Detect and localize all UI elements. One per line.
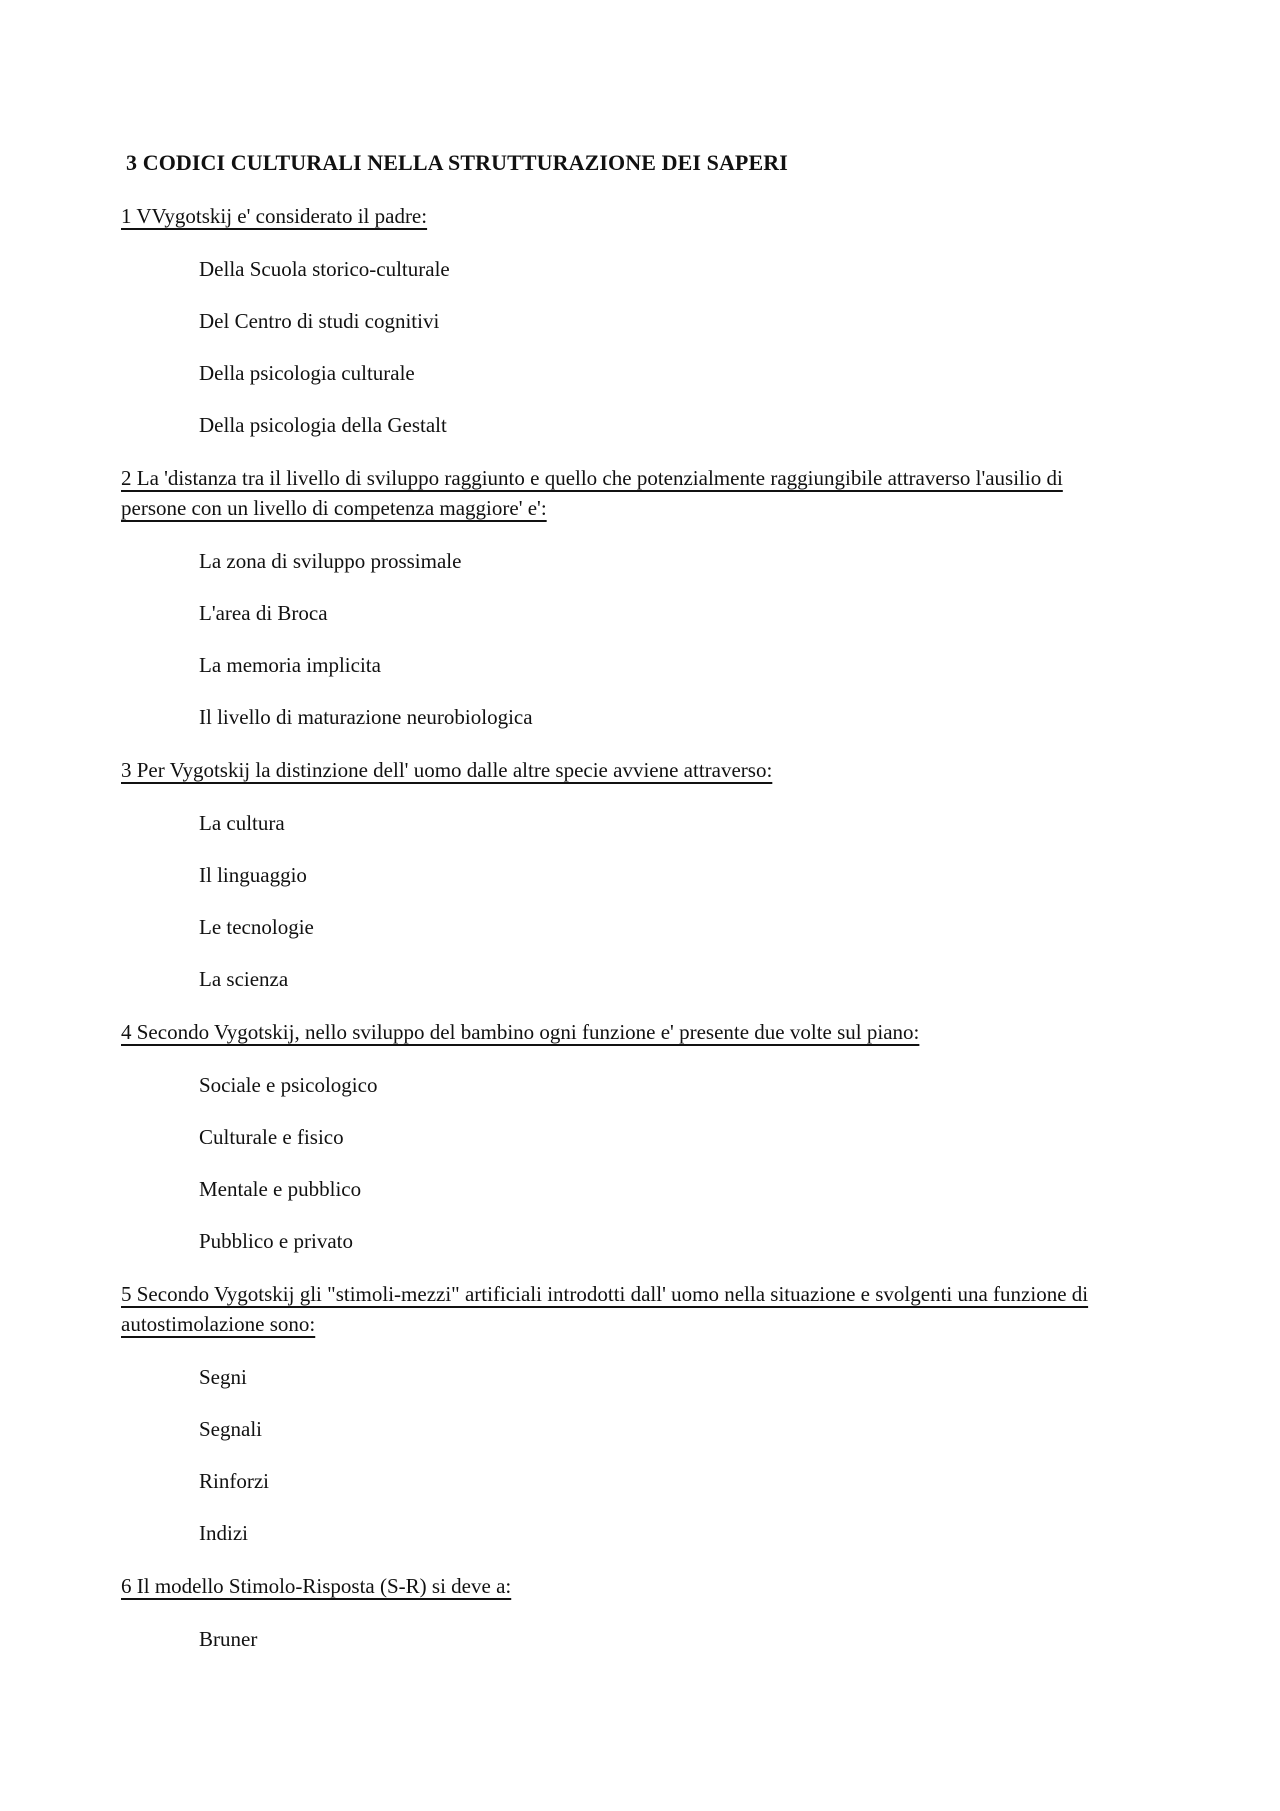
answer-option: La scienza [199,967,289,991]
question-list [121,201,1121,1653]
answer-option: Segnali [199,1417,262,1441]
question-6 [121,1571,1121,1601]
answer-list [121,1071,1121,1255]
answer-option: Culturale e fisico [199,1125,344,1149]
question-block-3 [121,755,1121,993]
question-block-6 [121,1571,1121,1653]
answer-option: Della psicologia culturale [199,361,415,385]
question-text: 2 La 'distanza tra il livello di sviluppo raggiunto e quello che potenzialmente raggiungibile attraverso l'ausilio di persone con un livello di competenza maggiore' e': [121,466,1063,520]
question-block-4 [121,1017,1121,1255]
answer-option: Indizi [199,1521,248,1545]
answer-list [121,1625,1121,1653]
answer-option: Della psicologia della Gestalt [199,413,447,437]
answer-option: Mentale e pubblico [199,1177,362,1201]
question-text: 4 Secondo Vygotskij, nello sviluppo del bambino ogni funzione e' presente due volte sul piano: [121,1020,920,1044]
question-1 [121,201,1121,231]
answer-option: La cultura [199,811,285,835]
document-title: 3 CODICI CULTURALI NELLA STRUTTURAZIONE DEI SAPERI [126,150,788,175]
question-text: 5 Secondo Vygotskij gli "stimoli-mezzi" artificiali introdotti dall' uomo nella situazione e svolgenti una funzione di autostimolazione sono: [121,1282,1089,1336]
answer-option: Rinforzi [199,1469,269,1493]
answer-list [121,547,1121,731]
answer-list [121,1363,1121,1547]
question-5 [121,1279,1121,1339]
question-text: 3 Per Vygotskij la distinzione dell' uomo dalle altre specie avviene attraverso: [121,758,773,782]
question-text: 1 VVygotskij e' considerato il padre: [121,204,428,228]
answer-option: Sociale e psicologico [199,1073,378,1097]
answer-option: L'area di Broca [199,601,328,625]
answer-option: Il linguaggio [199,863,307,887]
answer-list [121,809,1121,993]
answer-option: Della Scuola storico-culturale [199,257,450,281]
answer-option: Segni [199,1365,247,1389]
answer-option: Le tecnologie [199,915,314,939]
answer-option: La memoria implicita [199,653,381,677]
question-3 [121,755,1121,785]
answer-option: Pubblico e privato [199,1229,353,1253]
question-4 [121,1017,1121,1047]
question-block-2 [121,463,1121,731]
answer-option: Bruner [199,1627,258,1651]
question-block-1 [121,201,1121,439]
question-text: 6 Il modello Stimolo-Risposta (S-R) si deve a: [121,1574,512,1598]
answer-list [121,255,1121,439]
answer-option: Il livello di maturazione neurobiologica [199,705,533,729]
answer-option: Del Centro di studi cognitivi [199,309,440,333]
answer-option: La zona di sviluppo prossimale [199,549,462,573]
question-block-5 [121,1279,1121,1547]
question-2 [121,463,1121,523]
